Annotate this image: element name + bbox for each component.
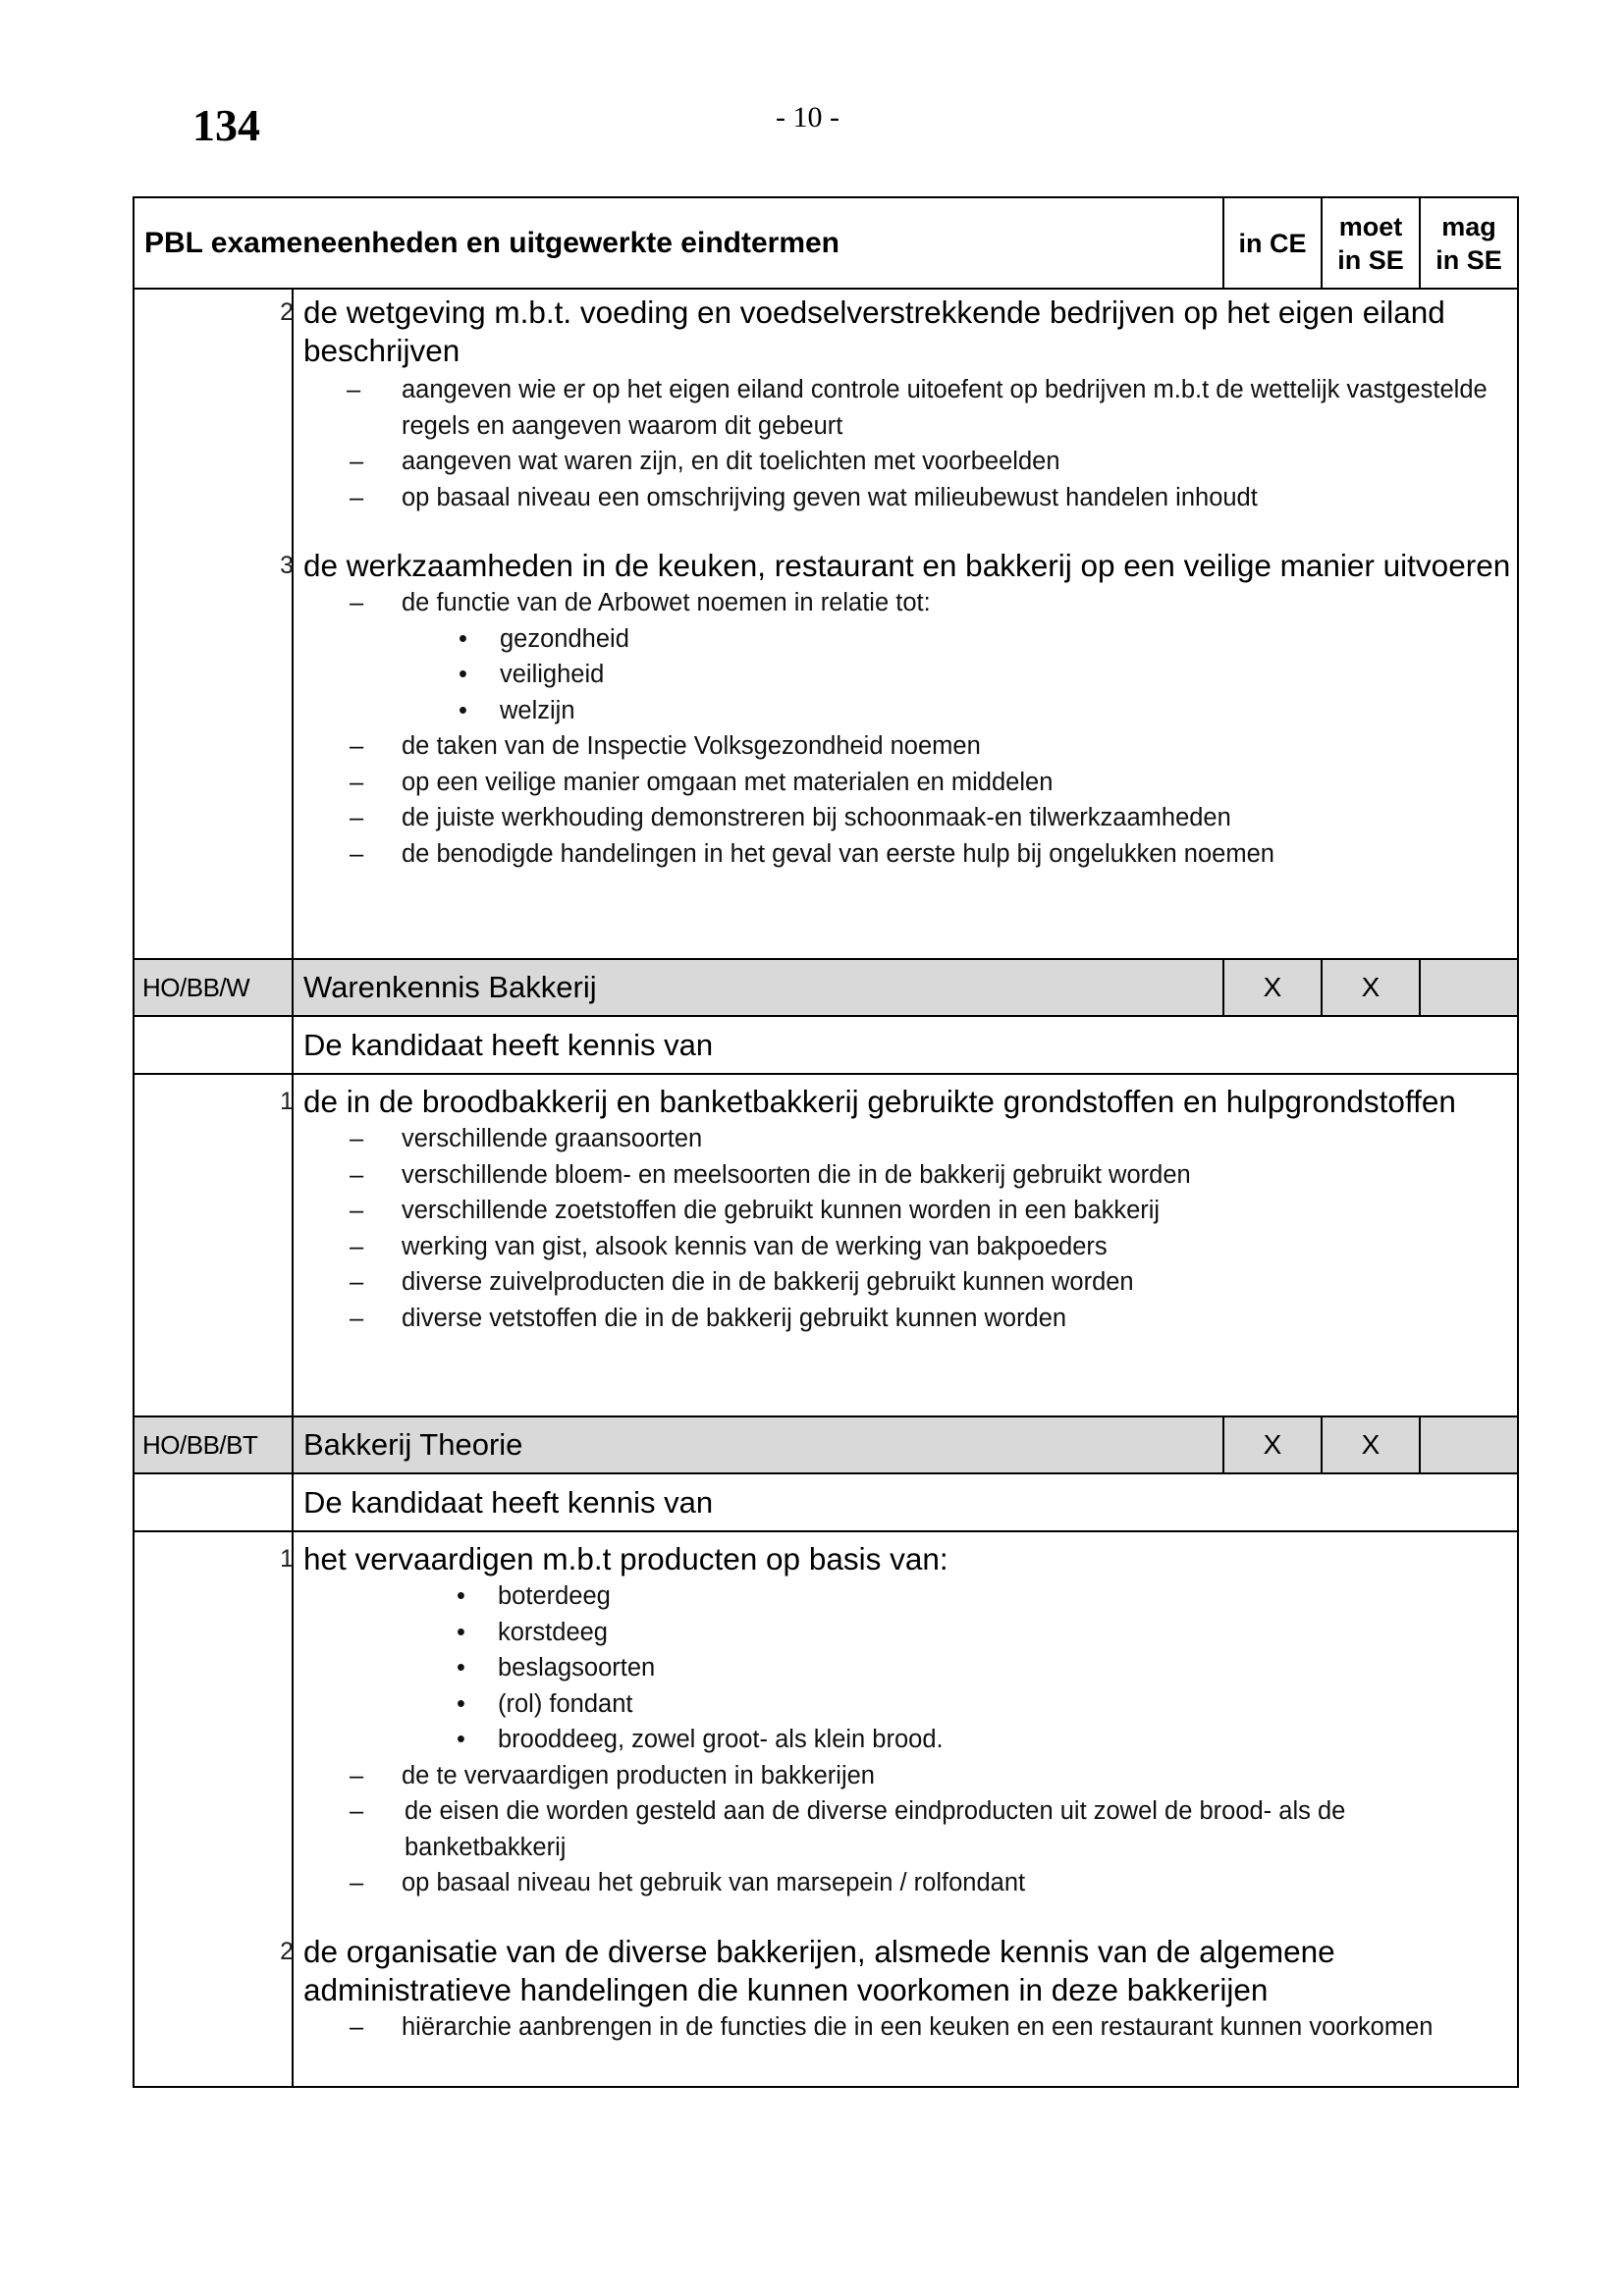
bullet-point <box>303 657 1511 693</box>
sub-point-text: verschillende bloem- en meelsoorten die in de bakkerij gebruikt worden <box>402 1160 1191 1189</box>
bullet-icon: • <box>459 696 467 724</box>
section-row-bakkerij-theorie <box>135 1415 1517 1472</box>
sub-point-text: de benodigde handelingen in het geval van eerste hulp bij ongelukken noemen <box>402 839 1274 868</box>
item-number: 2 <box>280 298 294 326</box>
col-mag-label-2: in SE <box>1435 244 1502 275</box>
bullet-text: (rol) fondant <box>498 1689 633 1718</box>
dash-icon: – <box>350 1268 364 1296</box>
sub-point <box>303 444 1511 480</box>
bullet-text: korstdeeg <box>498 1618 608 1646</box>
table-row-block-1 <box>135 288 1517 958</box>
bullet-text: boterdeeg <box>498 1582 611 1610</box>
sub-point <box>303 1758 1511 1794</box>
sub-point-text: op basaal niveau een omschrijving geven wat milieubewust handelen inhoudt <box>402 483 1258 511</box>
content-cell <box>280 1532 1517 2086</box>
section-code: HO/BB/W <box>135 960 294 1015</box>
bullet-icon: • <box>457 1582 465 1610</box>
sub-point <box>303 836 1511 873</box>
bullet-point <box>303 1722 1511 1758</box>
sub-point <box>303 1793 1511 1865</box>
item-number: 1 <box>280 1545 294 1573</box>
dash-icon: – <box>350 2012 364 2041</box>
eindterm-item <box>280 547 1511 872</box>
table-row-block-theorie <box>135 1530 1517 2086</box>
sub-point <box>303 800 1511 836</box>
sub-point <box>303 372 1511 444</box>
sub-point <box>303 585 1511 621</box>
table-title: PBL exameneenheden en uitgewerkte eindtermen <box>144 226 840 259</box>
bullet-icon: • <box>457 1689 465 1718</box>
item-title: het vervaardigen m.b.t producten op basis van: <box>303 1541 948 1576</box>
code-cell-empty <box>135 1474 294 1530</box>
sub-point <box>303 1865 1511 1901</box>
sub-point <box>303 1229 1511 1265</box>
page-sub-number: - 10 - <box>776 101 839 133</box>
col-mag-label-1: mag <box>1441 211 1496 241</box>
dash-icon: – <box>350 589 364 616</box>
section-name: Bakkerij Theorie <box>303 1427 523 1462</box>
item-number: 3 <box>280 552 294 579</box>
sub-point-text: diverse zuivelproducten die in de bakkerij gebruikt kunnen worden <box>402 1268 1134 1296</box>
in-ce-mark: X <box>1222 960 1321 1015</box>
bullet-point <box>303 693 1511 729</box>
sub-point-text: op een veilige manier omgaan met materialen en middelen <box>402 768 1054 796</box>
sub-point <box>303 1157 1511 1194</box>
moet-in-se-mark: X <box>1321 960 1419 1015</box>
item-title: de wetgeving m.b.t. voeding en voedselverstrekkende bedrijven op het eigen eiland beschrijven <box>303 294 1445 368</box>
dash-icon: – <box>347 376 361 403</box>
bullet-icon: • <box>457 1654 465 1682</box>
sub-point <box>303 1121 1511 1157</box>
intro-row <box>135 1015 1517 1073</box>
sub-point-text: werking van gist, alsook kennis van de werking van bakpoeders <box>402 1232 1108 1260</box>
eindterm-item <box>280 1083 1511 1336</box>
code-cell-empty <box>135 1532 294 2086</box>
col-moet-label-1: moet <box>1338 211 1403 241</box>
bullet-point <box>303 1650 1511 1686</box>
section-row-warenkennis <box>135 958 1517 1015</box>
bullet-text: welzijn <box>500 696 575 724</box>
bullet-text: gezondheid <box>500 624 629 653</box>
bullet-icon: • <box>457 1726 465 1753</box>
sub-point <box>303 480 1511 516</box>
bullet-icon: • <box>459 661 467 688</box>
exam-units-table <box>133 196 1519 2088</box>
dash-icon: – <box>350 1797 364 1825</box>
page-number: 134 <box>192 100 260 150</box>
item-number: 2 <box>280 1937 294 1965</box>
dash-icon: – <box>350 839 364 868</box>
dash-icon: – <box>350 1304 364 1332</box>
dash-icon: – <box>350 1869 364 1896</box>
col-moet-in-se-header <box>1321 198 1419 288</box>
eindterm-item <box>280 1933 1511 2046</box>
bullet-point <box>303 1615 1511 1651</box>
code-cell-empty <box>135 290 294 958</box>
mag-in-se-mark <box>1419 960 1517 1015</box>
mag-in-se-mark <box>1419 1417 1517 1472</box>
sub-point <box>303 728 1511 765</box>
col-in-ce-header <box>1222 198 1321 288</box>
sub-point <box>303 2009 1511 2046</box>
in-ce-mark: X <box>1222 1417 1321 1472</box>
intro-text: De kandidaat heeft kennis van <box>303 1484 714 1520</box>
sub-point-text: hiërarchie aanbrengen in de functies die in een keuken en een restaurant kunnen voorkomen <box>402 2012 1434 2041</box>
dash-icon: – <box>350 448 364 475</box>
section-code: HO/BB/BT <box>135 1417 294 1472</box>
sub-point-text: de eisen die worden gesteld aan de diverse eindproducten uit zowel de brood- als de banketbakkerij <box>405 1797 1346 1861</box>
dash-icon: – <box>350 804 364 831</box>
sub-point-text: de functie van de Arbowet noemen in relatie tot: <box>402 589 931 616</box>
sub-point <box>303 765 1511 801</box>
sub-point-text: diverse vetstoffen die in de bakkerij gebruikt kunnen worden <box>402 1304 1067 1332</box>
sub-point-text: de taken van de Inspectie Volksgezondheid noemen <box>402 732 981 760</box>
section-name: Warenkennis Bakkerij <box>303 970 597 1004</box>
bullet-icon: • <box>459 624 467 653</box>
dash-icon: – <box>350 483 364 511</box>
bullet-point <box>303 1686 1511 1723</box>
sub-point <box>303 1264 1511 1301</box>
col-mag-in-se-header <box>1419 198 1517 288</box>
intro-row <box>135 1472 1517 1530</box>
eindterm-item <box>280 294 1511 515</box>
dash-icon: – <box>350 768 364 796</box>
sub-point <box>303 1301 1511 1337</box>
content-cell <box>280 290 1517 958</box>
sub-point-text: de te vervaardigen producten in bakkerijen <box>402 1761 875 1789</box>
item-title: de werkzaamheden in de keuken, restaurant en bakkerij op een veilige manier uitvoeren <box>303 548 1511 583</box>
bullet-point <box>303 1578 1511 1615</box>
content-cell <box>280 1075 1517 1415</box>
moet-in-se-mark: X <box>1321 1417 1419 1472</box>
table-row-block-warenkennis <box>135 1073 1517 1415</box>
code-cell-empty <box>135 1075 294 1415</box>
dash-icon: – <box>350 1761 364 1789</box>
sub-point-text: aangeven wie er op het eigen eiland controle uitoefent op bedrijven m.b.t de wettelijk vastgestelde regels en aangeven waarom dit gebeurt <box>402 376 1488 440</box>
sub-point-text: aangeven wat waren zijn, en dit toelichten met voorbeelden <box>402 448 1060 475</box>
item-title: de organisatie van de diverse bakkerijen, alsmede kennis van de algemene administratieve handelingen die kunnen voorkomen in deze bakkerijen <box>303 1933 1335 2007</box>
dash-icon: – <box>350 1125 364 1152</box>
sub-point-text: de juiste werkhouding demonstreren bij schoonmaak-en tilwerkzaamheden <box>402 804 1231 831</box>
table-header-row <box>135 198 1517 288</box>
col-moet-label-2: in SE <box>1337 244 1404 275</box>
dash-icon: – <box>350 1197 364 1224</box>
dash-icon: – <box>350 1232 364 1260</box>
sub-point-text: verschillende graansoorten <box>402 1125 703 1152</box>
bullet-text: beslagsoorten <box>498 1654 656 1682</box>
bullet-icon: • <box>457 1618 465 1646</box>
intro-text: De kandidaat heeft kennis van <box>303 1027 714 1062</box>
bullet-point <box>303 621 1511 658</box>
item-title: de in de broodbakkerij en banketbakkerij gebruikte grondstoffen en hulpgrondstoffen <box>303 1084 1456 1119</box>
sub-point-text: op basaal niveau het gebruik van marsepein / rolfondant <box>402 1869 1026 1896</box>
col-in-ce-label: in CE <box>1238 228 1307 258</box>
bullet-text: brooddeeg, zowel groot- als klein brood. <box>498 1726 944 1753</box>
dash-icon: – <box>350 1160 364 1189</box>
dash-icon: – <box>350 732 364 760</box>
sub-point <box>303 1193 1511 1229</box>
item-number: 1 <box>280 1088 294 1115</box>
bullet-text: veiligheid <box>500 661 605 688</box>
sub-point-text: verschillende zoetstoffen die gebruikt kunnen worden in een bakkerij <box>402 1197 1161 1224</box>
code-cell-empty <box>135 1017 294 1073</box>
eindterm-item <box>280 1540 1511 1901</box>
